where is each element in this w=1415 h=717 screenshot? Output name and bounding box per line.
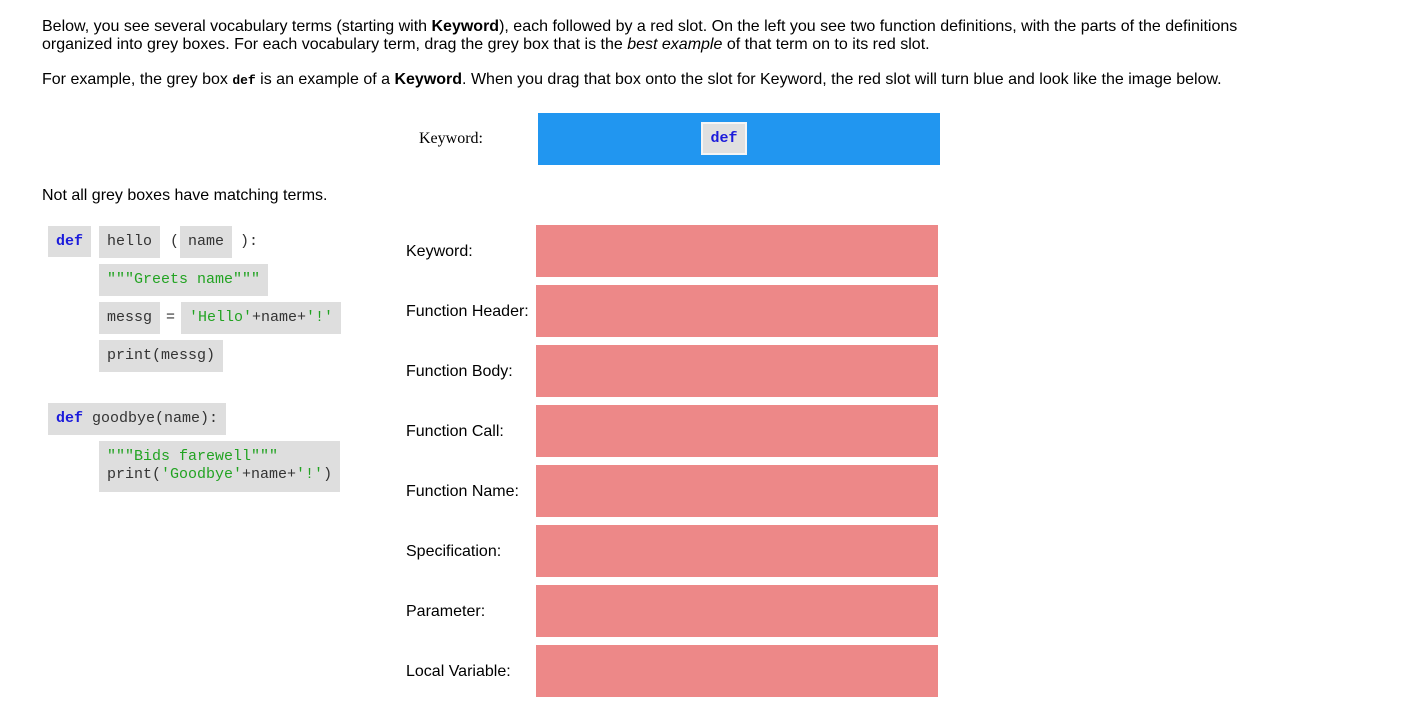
code-text: +name+ (252, 309, 307, 326)
draggable-box-local-variable[interactable] (99, 302, 160, 334)
code-text: +name+ (242, 466, 297, 483)
term-label-local-variable: Local Variable: (406, 663, 511, 680)
example-term-label: Keyword: (419, 130, 483, 147)
code-lparen: ( (170, 233, 180, 250)
instruction-text: For example, the grey box (42, 71, 233, 88)
code-rparen-colon: ): (240, 233, 259, 250)
drop-slot-function-call[interactable] (536, 405, 938, 457)
draggable-box-function-header[interactable] (48, 403, 226, 435)
draggable-box-def-keyword[interactable] (48, 226, 91, 257)
code-string: '!' (306, 309, 334, 326)
drop-slot-function-body[interactable] (536, 345, 938, 397)
term-label-specification: Specification: (406, 543, 502, 560)
code-keyword: def (56, 410, 84, 427)
instruction-text: Below, you see several vocabulary terms (starting with (42, 18, 432, 35)
drop-slot-parameter[interactable] (536, 585, 938, 637)
code-keyword: def (56, 233, 84, 250)
code-string: 'Hello' (189, 309, 253, 326)
instruction-text: of that term on to its red slot. (722, 36, 930, 53)
instructions-paragraph-1 (42, 18, 1272, 54)
draggable-box-expression[interactable] (181, 302, 341, 334)
drop-slot-function-name[interactable] (536, 465, 938, 517)
code-equals: = (166, 309, 176, 326)
drop-slot-specification[interactable] (536, 525, 938, 577)
instruction-text: . When you drag that box onto the slot for Keyword, the red slot will turn blue and look like the image below. (462, 71, 1222, 88)
code-string: """Bids farewell""" (107, 448, 279, 465)
term-label-keyword: Keyword: (406, 243, 473, 260)
term-label-function-name: Function Name: (406, 483, 519, 500)
code-text: messg (107, 309, 153, 326)
instruction-keyword-bold: Keyword (394, 71, 463, 88)
code-text: ) (323, 466, 333, 483)
note-text: Not all grey boxes have matching terms. (42, 187, 328, 204)
instruction-best-example-italic: best example (627, 36, 723, 53)
code-text: print( (107, 466, 162, 483)
term-label-function-body: Function Body: (406, 363, 513, 380)
code-string: '!' (296, 466, 324, 483)
instructions-paragraph-2 (42, 71, 1272, 90)
drop-slot-function-header[interactable] (536, 285, 938, 337)
instruction-def-code: def (232, 73, 256, 88)
code-text: hello (107, 233, 153, 250)
code-text: name (188, 233, 225, 250)
instruction-keyword-bold: Keyword (431, 18, 500, 35)
draggable-box-docstring[interactable] (99, 264, 268, 296)
draggable-box-function-call[interactable] (99, 340, 223, 372)
code-text: print(messg) (107, 347, 216, 364)
code-string: """Greets name""" (107, 271, 261, 288)
draggable-box-function-name[interactable] (99, 226, 160, 258)
example-def-chip: def (701, 122, 747, 155)
term-label-function-header: Function Header: (406, 303, 529, 320)
code-string: 'Goodbye' (161, 466, 243, 483)
draggable-box-function-body[interactable] (99, 441, 340, 492)
term-label-parameter: Parameter: (406, 603, 486, 620)
instruction-text: ), each followed by a red slot. On the left you see two function definitions, with the parts of the definitions organized into grey boxes. For each vocabulary term, drag the grey box that is the (42, 18, 1238, 53)
term-label-function-call: Function Call: (406, 423, 504, 440)
drop-slot-local-variable[interactable] (536, 645, 938, 697)
code-text: goodbye(name): (83, 410, 219, 427)
drop-slot-keyword[interactable] (536, 225, 938, 277)
instruction-text: is an example of a (255, 71, 395, 88)
draggable-box-parameter[interactable] (180, 226, 232, 258)
